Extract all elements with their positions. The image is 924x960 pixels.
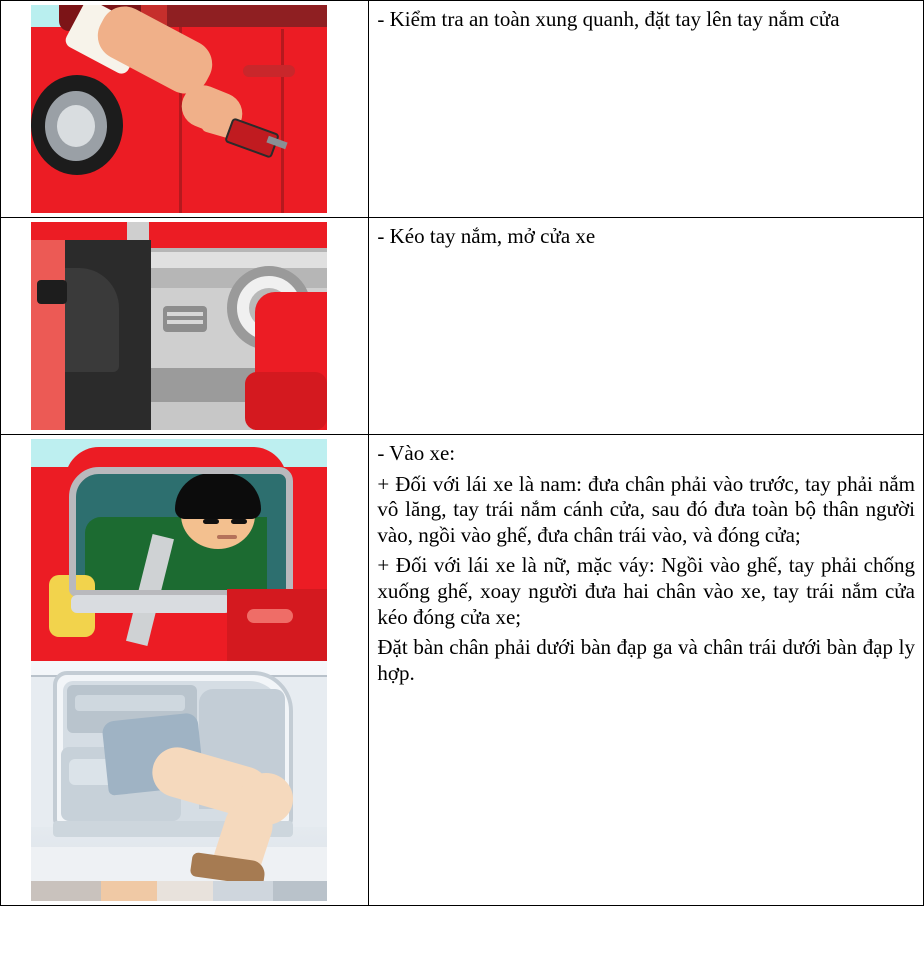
illustration-hand-with-key-at-car-door [31, 5, 327, 213]
table-row [1, 218, 924, 435]
image-wrapper-1 [1, 1, 368, 217]
text-wrapper-3 [369, 435, 923, 697]
illustration-man-entering-car [31, 439, 327, 661]
illustration-next-figure-sliver [31, 881, 327, 901]
text-cell-3 [369, 435, 924, 906]
instruction-text-3b: + Đối với lái xe là nữ, mặc váy: Ngồi vào ghế, tay phải chống xuống ghế, xoay người đưa hai chân vào xe, tay trái nắm cửa kéo đóng cửa xe; [377, 553, 915, 629]
instruction-text-1: - Kiểm tra an toàn xung quanh, đặt tay lên tay nắm cửa [377, 7, 840, 31]
text-cell-1 [369, 1, 924, 218]
instruction-text-2: - Kéo tay nắm, mở cửa xe [377, 224, 596, 248]
text-wrapper-2 [369, 218, 923, 257]
illustration-open-car-door-interior [31, 222, 327, 430]
text-wrapper-1 [369, 1, 923, 40]
instruction-heading-3: - Vào xe: [377, 441, 456, 465]
image-wrapper-2 [1, 218, 368, 434]
table-row [1, 435, 924, 906]
image-cell-2 [1, 218, 369, 435]
instruction-text-3c: Đặt bàn chân phải dưới bàn đạp ga và chân trái dưới bàn đạp ly hợp. [377, 635, 915, 685]
image-cell-1 [1, 1, 369, 218]
instruction-text-3a: + Đối với lái xe là nam: đưa chân phải vào trước, tay phải nắm vô lăng, tay trái nắm cánh cửa, sau đó đưa toàn bộ thân người vào, ngồi vào ghế, đưa chân trái vào, và đóng cửa; [377, 471, 915, 547]
image-wrapper-3 [1, 435, 368, 905]
image-cell-3 [1, 435, 369, 906]
table-row [1, 1, 924, 218]
illustration-woman-leg-entering-car [31, 661, 327, 881]
text-cell-2 [369, 218, 924, 435]
